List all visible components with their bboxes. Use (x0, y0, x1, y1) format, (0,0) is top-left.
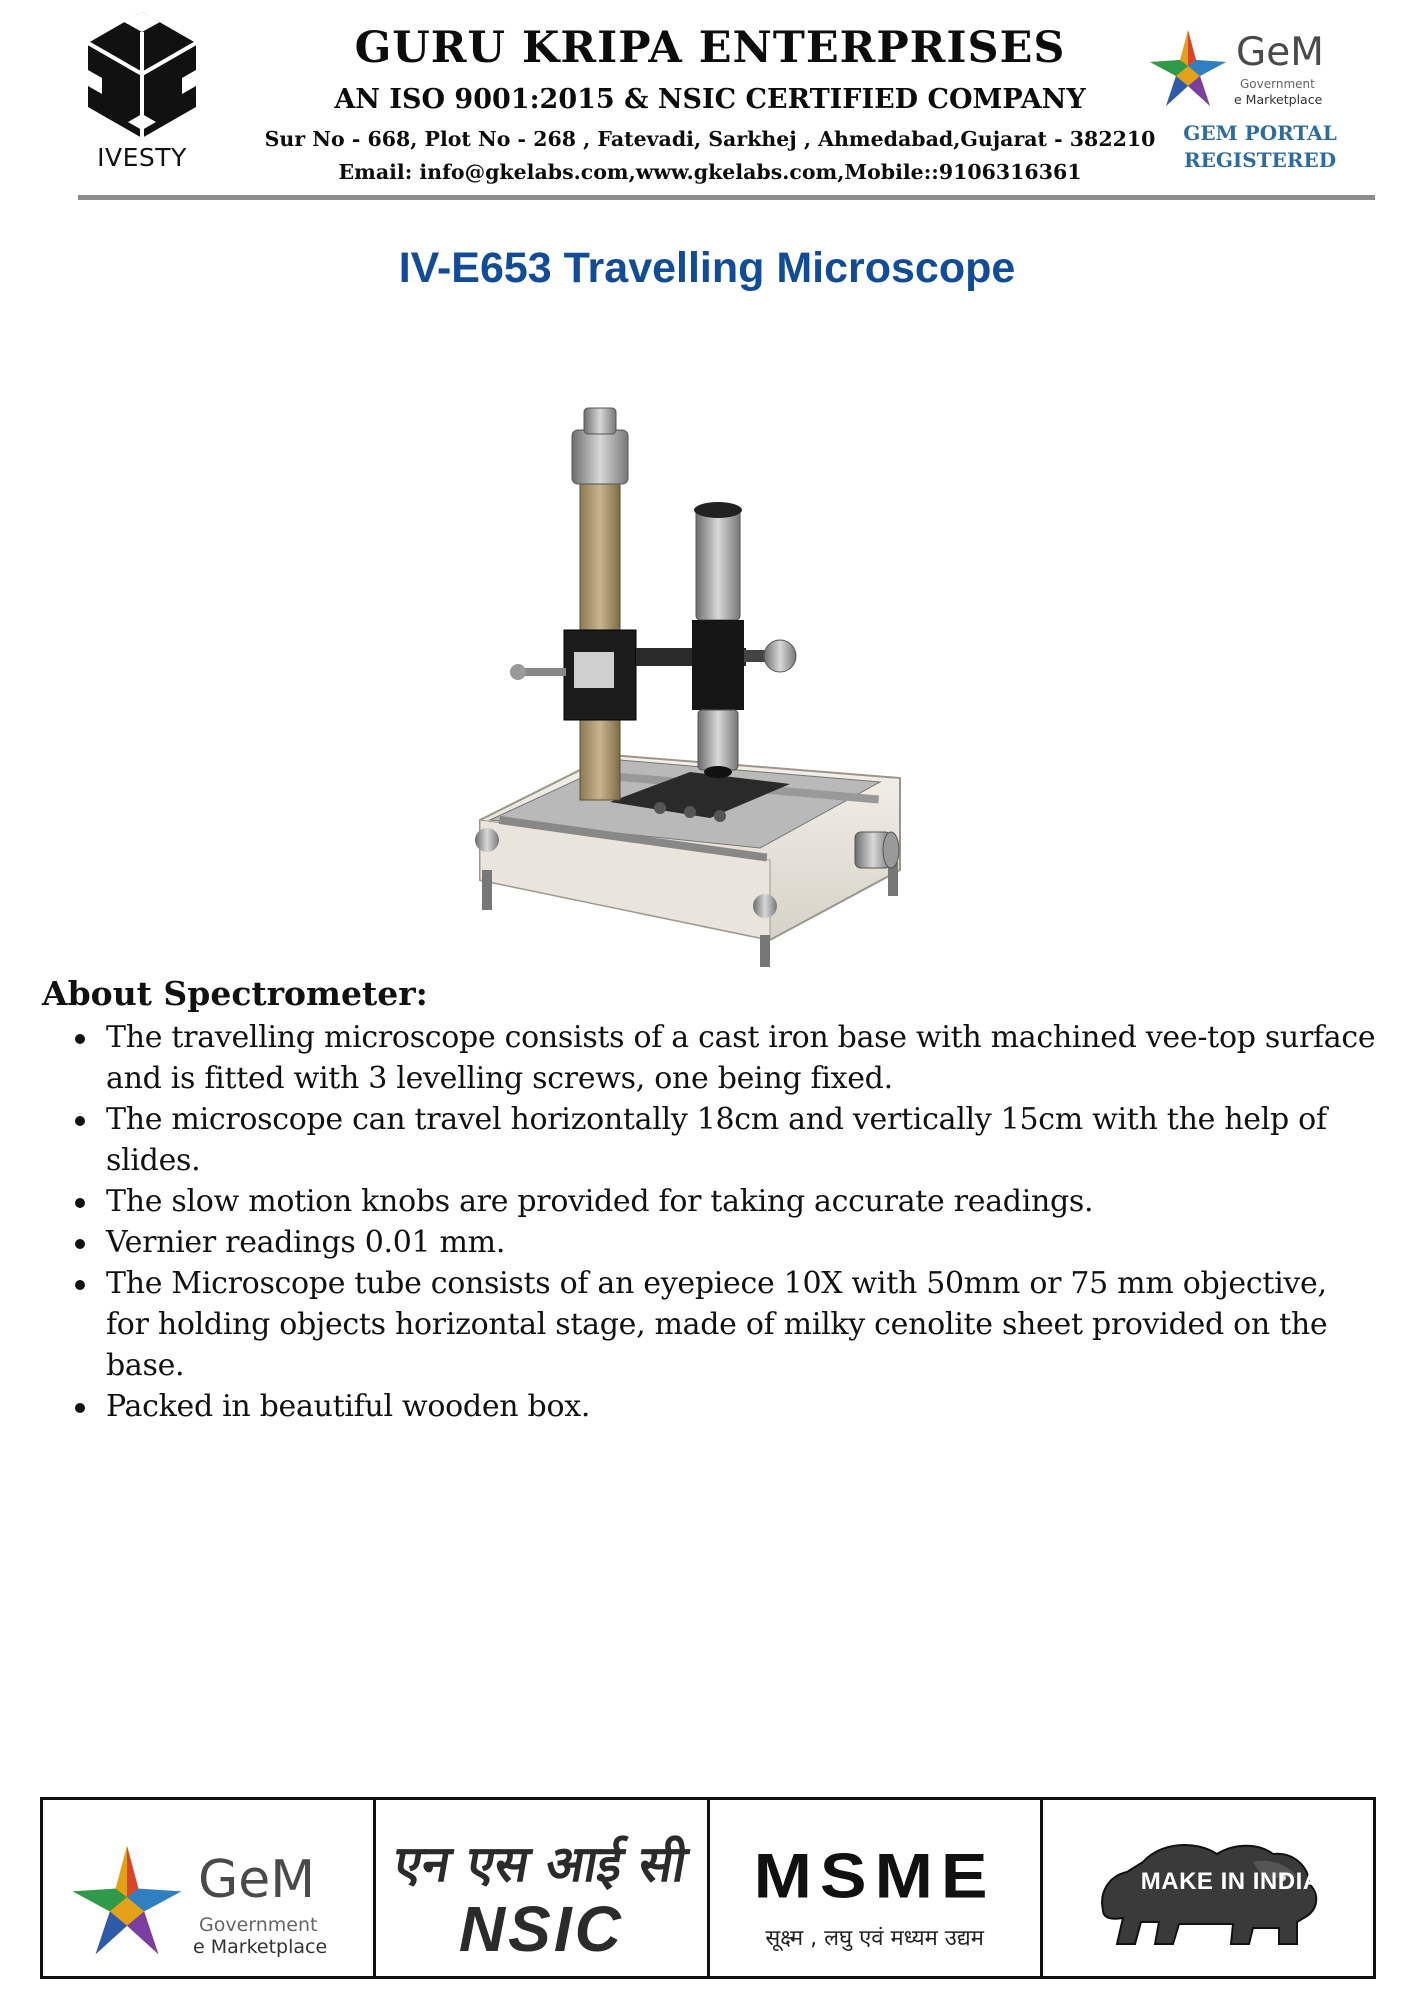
make-in-india-text: MAKE IN INDIA (1140, 1868, 1321, 1895)
company-name: GURU KRIPA ENTERPRISES (354, 23, 1066, 73)
list-item: Packed in beautiful wooden box. (106, 1386, 1376, 1427)
list-item: The Microscope tube consists of an eyepiece 10X with 50mm or 75 mm objective, for holding objects horizontal stage, made of milky cenolite sheet provided on the base. (106, 1263, 1376, 1386)
gem-logo-line1: Government (1240, 77, 1315, 91)
about-feature-list (106, 1017, 1376, 1427)
footer-logo-strip (40, 1797, 1376, 1979)
gem-portal-text (1140, 120, 1380, 174)
nsic-footer-logo (376, 1800, 709, 1976)
product-title: IV-E653 Travelling Microscope (398, 244, 1016, 292)
header-divider (78, 195, 1375, 200)
gem-logo-line2: e Marketplace (1234, 92, 1323, 107)
gem-star-icon (67, 1840, 187, 1960)
list-item: The slow motion knobs are provided for taking accurate readings. (106, 1181, 1376, 1222)
ivesty-logo-text: IVESTY (97, 143, 187, 172)
nsic-hindi-text: एन एस आई सी (390, 1835, 692, 1893)
list-item: The microscope can travel horizontally 18cm and vertically 15cm with the help of slides. (106, 1099, 1376, 1181)
ivesty-cube-icon (78, 10, 206, 140)
ivesty-logo (78, 10, 206, 178)
portal-line-2: REGISTERED (1183, 148, 1337, 172)
company-contact: Email: info@gkelabs.com,www.gkelabs.com,Mobile::9106316361 (338, 160, 1082, 184)
list-item: The travelling microscope consists of a cast iron base with machined vee-top surface and is fitted with 3 levelling screws, one being fixed. (106, 1017, 1376, 1099)
company-header (240, 22, 1180, 188)
gem-logo-word: GeM (1236, 30, 1324, 75)
about-heading: About Spectrometer: (42, 974, 428, 1013)
portal-line-1: GEM PORTAL (1183, 121, 1337, 145)
msme-hindi-text: सूक्ष्म , लघु एवं मध्यम उद्यम (765, 1926, 984, 1951)
msme-english-text: MSME (753, 1840, 996, 1912)
product-image (460, 400, 950, 970)
make-in-india-logo (1043, 1800, 1373, 1976)
gem-footer-line1: Government (199, 1914, 318, 1936)
gem-footer-logo (43, 1800, 376, 1976)
gem-footer-line2: e Marketplace (193, 1936, 328, 1958)
company-address: Sur No - 668, Plot No - 268 , Fatevadi, Sarkhej , Ahmedabad,Gujarat - 382210 (264, 127, 1156, 151)
nsic-english-text: NSIC (458, 1893, 624, 1965)
gem-portal-badge (1140, 20, 1340, 180)
gem-star-icon (1146, 26, 1230, 110)
msme-footer-logo (710, 1800, 1043, 1976)
certification-line: AN ISO 9001:2015 & NSIC CERTIFIED COMPANY (334, 84, 1086, 115)
travelling-microscope-icon (460, 400, 950, 970)
gem-footer-word: GeM (198, 1850, 316, 1910)
list-item: Vernier readings 0.01 mm. (106, 1222, 1376, 1263)
